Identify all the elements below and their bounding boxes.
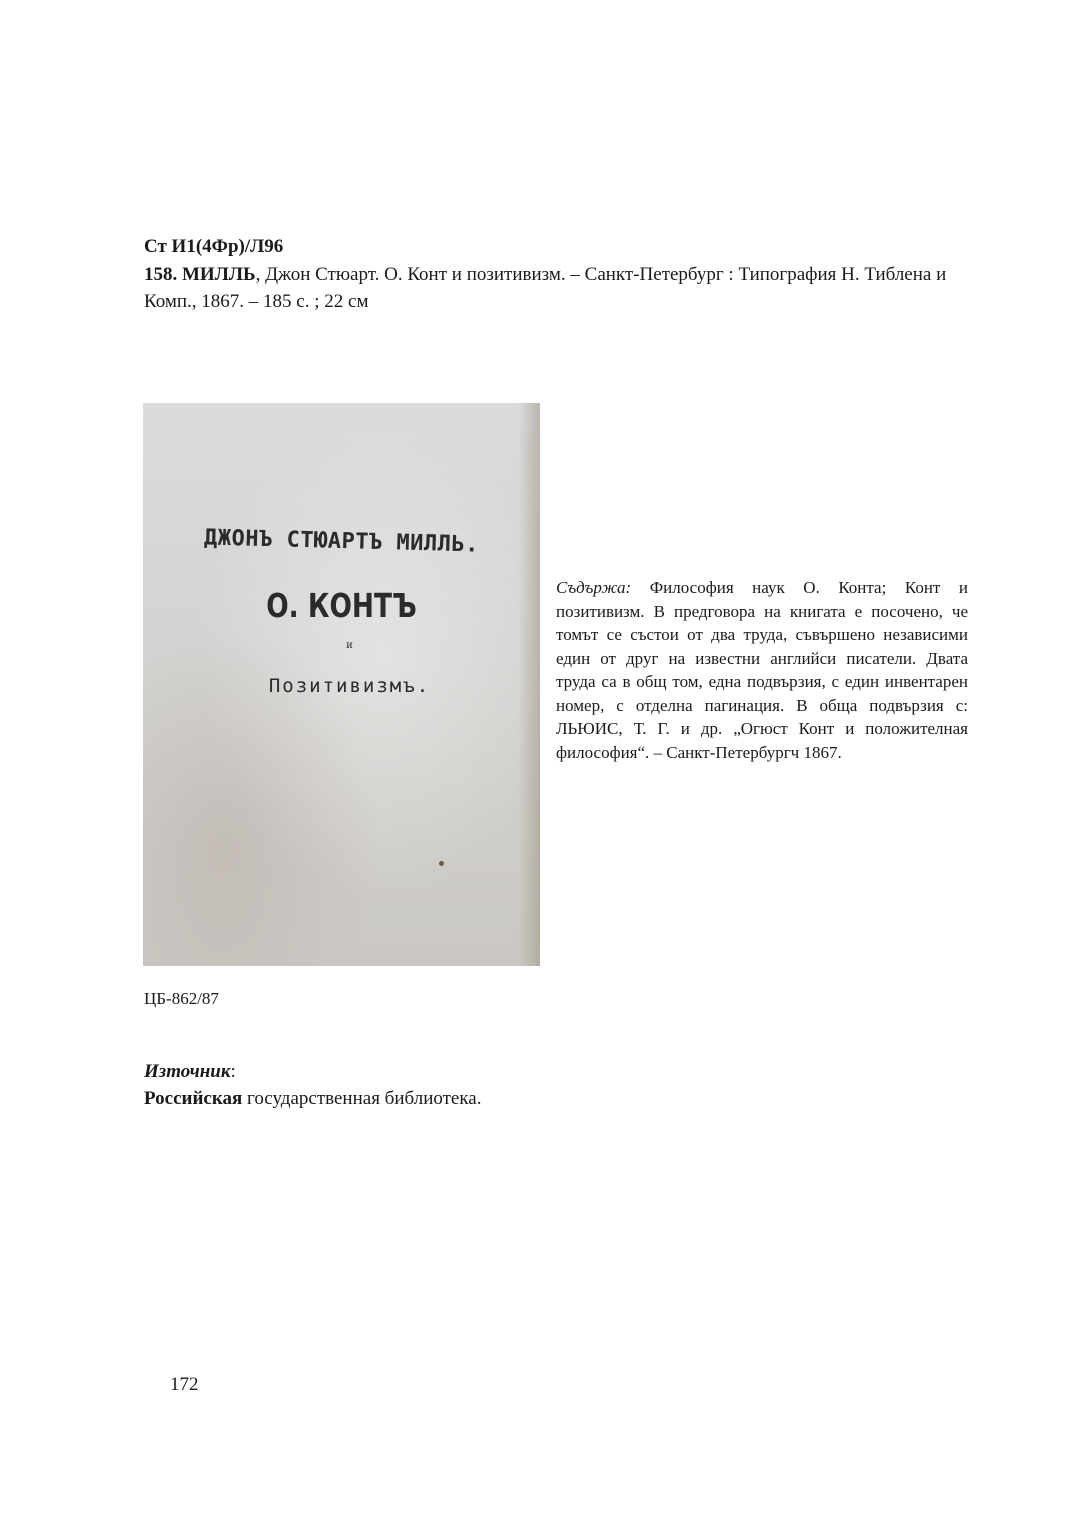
entry-author: МИЛЛЬ: [182, 264, 256, 285]
source-label: Източник: [144, 1061, 231, 1082]
shelfmark: Ст И1(4Фр)/Л96: [144, 236, 284, 257]
contents-text: Философия наук О. Конта; Конт и позитивизм. В предговора на книгата е посочено, че томът се състои от два труда, съвършено независими един от друг на известни английси писатели. Двата труда са в общ том, една подвързия, с един инвентарен номер, с отделна пагинация. В обща подвързия с: ЛЬЮИС, Т. Г. и др. „Огюст Конт и положителная философия“. – Санкт-Петербургч 1867.: [556, 578, 968, 762]
source-name-bold: Российская: [144, 1088, 243, 1109]
title-page-conjunction: и: [346, 640, 353, 651]
contents-label: Съдържа:: [556, 578, 632, 597]
title-page-author: ДЖОНЪ СТЮАРТЪ МИЛЛЬ.: [203, 525, 480, 558]
entry-number: 158.: [144, 264, 178, 285]
inventory-number: ЦБ-862/87: [144, 989, 219, 1008]
entry-citation: , Джон Стюарт. О. Конт и позитивизм. – Санкт-Петербург : Типография Н. Тиблена и Комп., 1867. – 185 с. ; 22 см: [144, 264, 947, 312]
paper-spot: [439, 861, 444, 866]
title-page-subtitle: Позитивизмъ.: [268, 675, 431, 697]
source-library: [144, 1086, 481, 1112]
source-colon: :: [230, 1061, 236, 1082]
title-page-title: О. КОНТЪ: [266, 586, 417, 625]
source-heading: [144, 1059, 236, 1085]
title-page-photo: [143, 403, 540, 966]
source-name-rest: государственная библиотека.: [242, 1088, 482, 1109]
bibliographic-entry: [144, 261, 974, 315]
contents-description: [556, 576, 968, 764]
page-number: 172: [170, 1374, 199, 1395]
